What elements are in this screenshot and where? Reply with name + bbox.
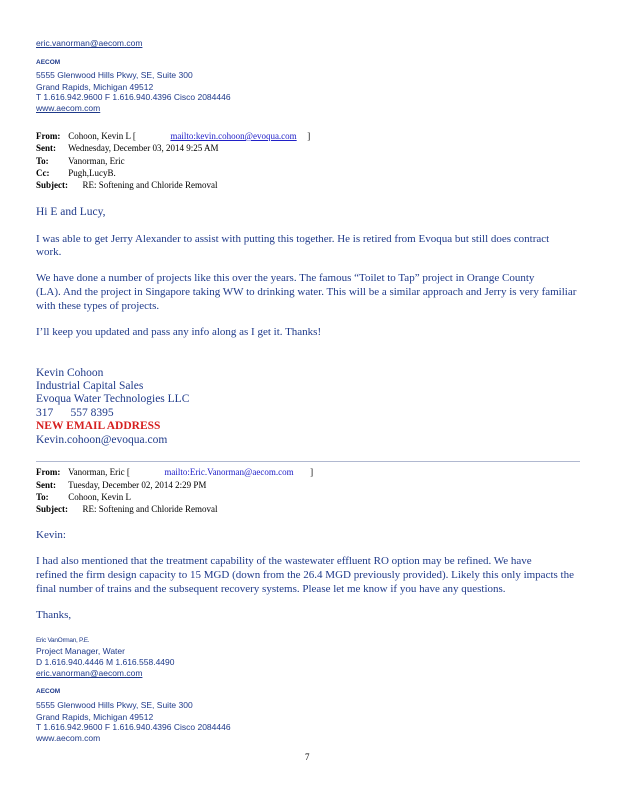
eric-sig-title: Project Manager, Water	[36, 646, 125, 656]
subject-value: RE: Softening and Chloride Removal	[82, 504, 218, 514]
email1-subject-row	[36, 180, 217, 190]
new-email-address-notice: NEW EMAIL ADDRESS	[36, 420, 161, 432]
eric-sig-phones: D 1.616.940.4446 M 1.616.558.4490	[36, 657, 175, 667]
email2-paragraph1-cont: refined the firm design capacity to 15 MGD (down from the 26.4 MGD previously provided). Likely this only impacts the	[36, 569, 574, 581]
top-phones: T 1.616.942.9600 F 1.616.940.4396 Cisco 2084446	[36, 92, 231, 102]
top-address-line2: Grand Rapids, Michigan 49512	[36, 82, 154, 92]
top-address-line1: 5555 Glenwood Hills Pkwy, SE, Suite 300	[36, 70, 193, 80]
eric-sig-company: AECOM	[36, 688, 61, 695]
email1-from-row	[36, 131, 310, 141]
from-name: Cohoon, Kevin L [	[68, 131, 136, 141]
subject-value: RE: Softening and Chloride Removal	[82, 180, 218, 190]
to-label: To:	[36, 156, 49, 166]
email1-paragraph2-cont: (LA). And the project in Singapore taking WW to drinking water. This will be a similar approach and Jerry is very familiar	[36, 286, 577, 298]
eric-sig-address1: 5555 Glenwood Hills Pkwy, SE, Suite 300	[36, 700, 193, 710]
email1-sent-row	[36, 143, 219, 153]
sent-label: Sent:	[36, 143, 56, 153]
sent-value: Tuesday, December 02, 2014 2:29 PM	[68, 480, 207, 490]
email1-greeting: Hi E and Lucy,	[36, 206, 106, 218]
kevin-sig-email: Kevin.cohoon@evoqua.com	[36, 434, 168, 446]
from-label: From:	[36, 467, 61, 477]
email2-subject-row	[36, 504, 217, 514]
kevin-sig-company: Evoqua Water Technologies LLC	[36, 393, 190, 405]
eric-sig-website: www.aecom.com	[36, 733, 101, 743]
email1-paragraph3: I’ll keep you updated and pass any info along as I get it. Thanks!	[36, 326, 322, 338]
top-email-link[interactable]: eric.vanorman@aecom.com	[36, 38, 143, 48]
eric-sig-email-link[interactable]: eric.vanorman@aecom.com	[36, 668, 143, 678]
from-mailto-link[interactable]: mailto:kevin.cohoon@evoqua.com	[170, 131, 297, 141]
page-number: 7	[305, 752, 310, 762]
sent-value: Wednesday, December 03, 2014 9:25 AM	[68, 143, 219, 153]
from-mailto-link[interactable]: mailto:Eric.Vanorman@aecom.com	[164, 467, 294, 477]
sent-label: Sent:	[36, 480, 56, 490]
cc-label: Cc:	[36, 168, 50, 178]
subject-label: Subject:	[36, 180, 68, 190]
separator-rule	[36, 461, 580, 462]
email2-sent-row	[36, 480, 206, 490]
from-name: Vanorman, Eric [	[68, 467, 130, 477]
top-website-link[interactable]: www.aecom.com	[36, 103, 101, 113]
to-value: Cohoon, Kevin L	[68, 492, 131, 502]
email1-to-row	[36, 156, 125, 166]
email2-from-row	[36, 467, 313, 477]
to-label: To:	[36, 492, 49, 502]
kevin-sig-title: Industrial Capital Sales	[36, 380, 144, 392]
eric-sig-phones2: T 1.616.942.9600 F 1.616.940.4396 Cisco 2084446	[36, 722, 231, 732]
cc-value: Pugh,LucyB.	[68, 168, 116, 178]
kevin-sig-phone: 317 557 8395	[36, 407, 114, 419]
email2-closing: Thanks,	[36, 609, 72, 621]
email1-paragraph2: We have done a number of projects like this over the years. The famous “Toilet to Tap” project in Orange County	[36, 272, 535, 284]
email2-paragraph1-cont2: final number of trains and the subsequent recovery systems. Please let me know if you have any questions.	[36, 583, 506, 595]
from-close-bracket: ]	[307, 131, 311, 141]
from-close-bracket: ]	[310, 467, 314, 477]
email1-paragraph2-cont2: with these types of projects.	[36, 300, 160, 312]
email2-to-row	[36, 492, 131, 502]
email1-paragraph1-cont: work.	[36, 246, 62, 258]
kevin-sig-name: Kevin Cohoon	[36, 367, 104, 379]
from-label: From:	[36, 131, 61, 141]
eric-sig-address2: Grand Rapids, Michigan 49512	[36, 712, 154, 722]
subject-label: Subject:	[36, 504, 68, 514]
email2-greeting: Kevin:	[36, 529, 66, 541]
top-company-name: AECOM	[36, 59, 61, 66]
eric-sig-name: Eric VanOrman, P.E.	[36, 637, 90, 644]
to-value: Vanorman, Eric	[68, 156, 125, 166]
email1-cc-row	[36, 168, 116, 178]
email1-paragraph1: I was able to get Jerry Alexander to assist with putting this together. He is retired from Evoqua but still does contract	[36, 233, 550, 245]
email2-paragraph1: I had also mentioned that the treatment capability of the wastewater effluent RO option may be refined. We have	[36, 555, 532, 567]
